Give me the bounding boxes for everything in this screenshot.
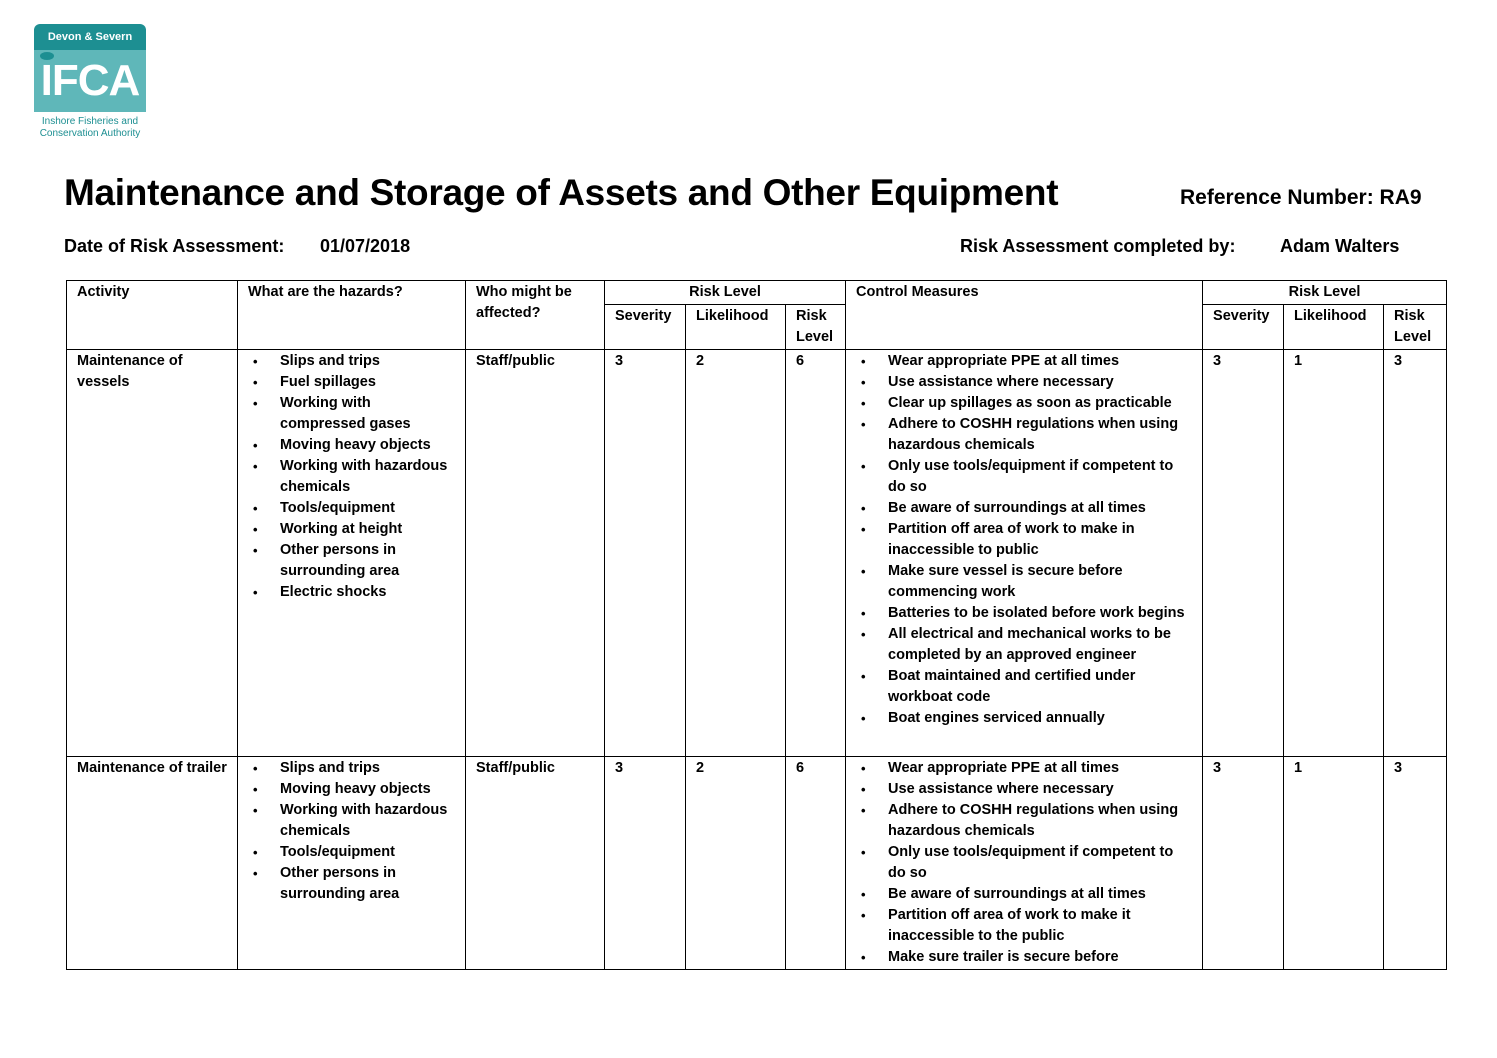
- list-item: • Working at height: [280, 519, 455, 540]
- list-item: • Partition off area of work to make in inaccessible to public: [888, 519, 1192, 561]
- list-item: • Only use tools/equipment if competent to do so: [888, 842, 1192, 884]
- page-title: Maintenance and Storage of Assets and Other Equipment: [64, 172, 1059, 213]
- list-item: • Tools/equipment: [280, 498, 455, 519]
- list-item: • Tools/equipment: [280, 842, 455, 863]
- list-item: • Working with hazardous chemicals: [280, 800, 455, 842]
- activity-cell: Maintenance of trailer: [67, 757, 238, 970]
- table-row: [67, 350, 1447, 757]
- likelihood-residual-cell: 1: [1284, 350, 1384, 757]
- list-item: • Adhere to COSHH regulations when using hazardous chemicals: [888, 414, 1192, 456]
- likelihood-cell: 2: [686, 757, 786, 970]
- list-item: • Working with compressed gases: [280, 393, 455, 435]
- hazards-list: [248, 351, 455, 603]
- header-risk-level-residual: Risk Level: [1203, 281, 1447, 305]
- logo-top-text: Devon & Severn: [34, 24, 146, 50]
- controls-list: [856, 758, 1192, 968]
- controls-cell: [846, 350, 1203, 757]
- risk-cell: 6: [786, 757, 846, 970]
- logo-sub-line2: Conservation Authority: [39, 128, 141, 139]
- header-severity: Severity: [605, 305, 686, 350]
- list-item: • Be aware of surroundings at all times: [888, 884, 1192, 905]
- list-item: • Make sure trailer is secure before: [888, 947, 1192, 968]
- list-item: • Boat engines serviced annually: [888, 708, 1192, 729]
- header-hazards: What are the hazards?: [238, 281, 466, 350]
- ifca-logo: [34, 24, 146, 140]
- severity-cell: 3: [605, 757, 686, 970]
- logo-letters: IFCA: [40, 56, 140, 105]
- activity-cell: Maintenance of vessels: [67, 350, 238, 757]
- reference-number: Reference Number: RA9: [1180, 186, 1422, 209]
- list-item: • Only use tools/equipment if competent to do so: [888, 456, 1192, 498]
- severity-residual-cell: 3: [1203, 757, 1284, 970]
- list-item: • Use assistance where necessary: [888, 779, 1192, 800]
- list-item: • Working with hazardous chemicals: [280, 456, 455, 498]
- header-risk: Risk Level: [786, 305, 846, 350]
- list-item: • Other persons in surrounding area: [280, 540, 455, 582]
- header-control-measures: Control Measures: [846, 281, 1203, 350]
- list-item: • Other persons in surrounding area: [280, 863, 455, 905]
- severity-residual-cell: 3: [1203, 350, 1284, 757]
- risk-assessment-table: [66, 280, 1447, 970]
- hazards-cell: [238, 350, 466, 757]
- completed-by-label: Risk Assessment completed by:: [960, 236, 1236, 256]
- likelihood-residual-cell: 1: [1284, 757, 1384, 970]
- affected-cell: Staff/public: [466, 757, 605, 970]
- risk-cell: 6: [786, 350, 846, 757]
- date-label: Date of Risk Assessment:: [64, 236, 285, 256]
- list-item: • Wear appropriate PPE at all times: [888, 351, 1192, 372]
- header-likelihood-residual: Likelihood: [1284, 305, 1384, 350]
- list-item: • Be aware of surroundings at all times: [888, 498, 1192, 519]
- list-item: • Electric shocks: [280, 582, 455, 603]
- header-risk-level-initial: Risk Level: [605, 281, 846, 305]
- list-item: • Slips and trips: [280, 351, 455, 372]
- header-row-1: [67, 281, 1447, 305]
- list-item: • Slips and trips: [280, 758, 455, 779]
- controls-list: [856, 351, 1192, 729]
- list-item: • Boat maintained and certified under workboat code: [888, 666, 1192, 708]
- list-item: • Fuel spillages: [280, 372, 455, 393]
- header-risk-residual: Risk Level: [1384, 305, 1447, 350]
- list-item: • Partition off area of work to make it inaccessible to the public: [888, 905, 1192, 947]
- logo-sub-line1: Inshore Fisheries and: [41, 116, 139, 127]
- list-item: • Clear up spillages as soon as practicable: [888, 393, 1192, 414]
- table-row: [67, 757, 1447, 970]
- severity-cell: 3: [605, 350, 686, 757]
- hazards-list: [248, 758, 455, 905]
- risk-residual-cell: 3: [1384, 350, 1447, 757]
- list-item: • Moving heavy objects: [280, 435, 455, 456]
- list-item: • Make sure vessel is secure before commencing work: [888, 561, 1192, 603]
- logo-main: [34, 50, 146, 112]
- likelihood-cell: 2: [686, 350, 786, 757]
- list-item: • Use assistance where necessary: [888, 372, 1192, 393]
- header-severity-residual: Severity: [1203, 305, 1284, 350]
- list-item: • Adhere to COSHH regulations when using hazardous chemicals: [888, 800, 1192, 842]
- completed-by-value: Adam Walters: [1280, 236, 1400, 256]
- logo-subtitle: [34, 116, 146, 140]
- list-item: • Batteries to be isolated before work begins: [888, 603, 1192, 624]
- risk-residual-cell: 3: [1384, 757, 1447, 970]
- date-value: 01/07/2018: [320, 236, 411, 256]
- header-affected: Who might be affected?: [466, 281, 605, 350]
- header-activity: Activity: [67, 281, 238, 350]
- affected-cell: Staff/public: [466, 350, 605, 757]
- list-item: • Wear appropriate PPE at all times: [888, 758, 1192, 779]
- controls-cell: [846, 757, 1203, 970]
- header-likelihood: Likelihood: [686, 305, 786, 350]
- hazards-cell: [238, 757, 466, 970]
- list-item: • Moving heavy objects: [280, 779, 455, 800]
- list-item: • All electrical and mechanical works to be completed by an approved engineer: [888, 624, 1192, 666]
